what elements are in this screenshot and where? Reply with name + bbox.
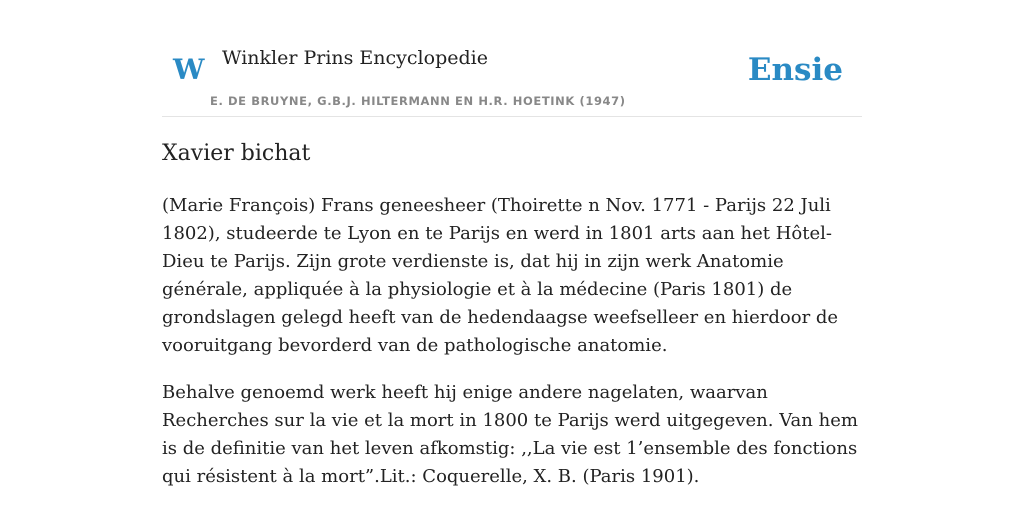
article — [162, 136, 862, 491]
article-title: Xavier bichat — [162, 141, 311, 166]
ensie-logo[interactable]: Ensie — [747, 52, 843, 88]
article-paragraph: (Marie François) Frans geneesheer (Thoirette n Nov. 1771 - Parijs 22 Juli 1802), studeerde te Lyon en te Parijs en werd in 1801 arts aan het Hôtel-Dieu te Parijs. Zijn grote verdienste is, dat hij in zijn werk Anatomie générale, appliquée à la physiologie et à la médecine (Paris 1801) de grondslagen gelegd heeft van de hedendaagse weefselleer en hierdoor de vooruitgang bevorderd van de pathologische anatomie. — [162, 195, 839, 356]
source-authors: E. DE BRUYNE, G.B.J. HILTERMANN EN H.R. HOETINK (1947) — [210, 94, 626, 108]
source-logo[interactable]: W — [173, 53, 205, 86]
source-header — [162, 0, 862, 117]
source-title-link[interactable]: Winkler Prins Encyclopedie — [222, 47, 488, 69]
article-paragraph: Behalve genoemd werk heeft hij enige andere nagelaten, waarvan Recherches sur la vie et la mort in 1800 te Parijs werd uitgegeven. Van hem is de definitie van het leven afkomstig: ,,La vie est 1’ensemble des fonctions qui résistent à la mort”.Lit.: Coquerelle, X. B. (Paris 1901). — [162, 382, 858, 487]
